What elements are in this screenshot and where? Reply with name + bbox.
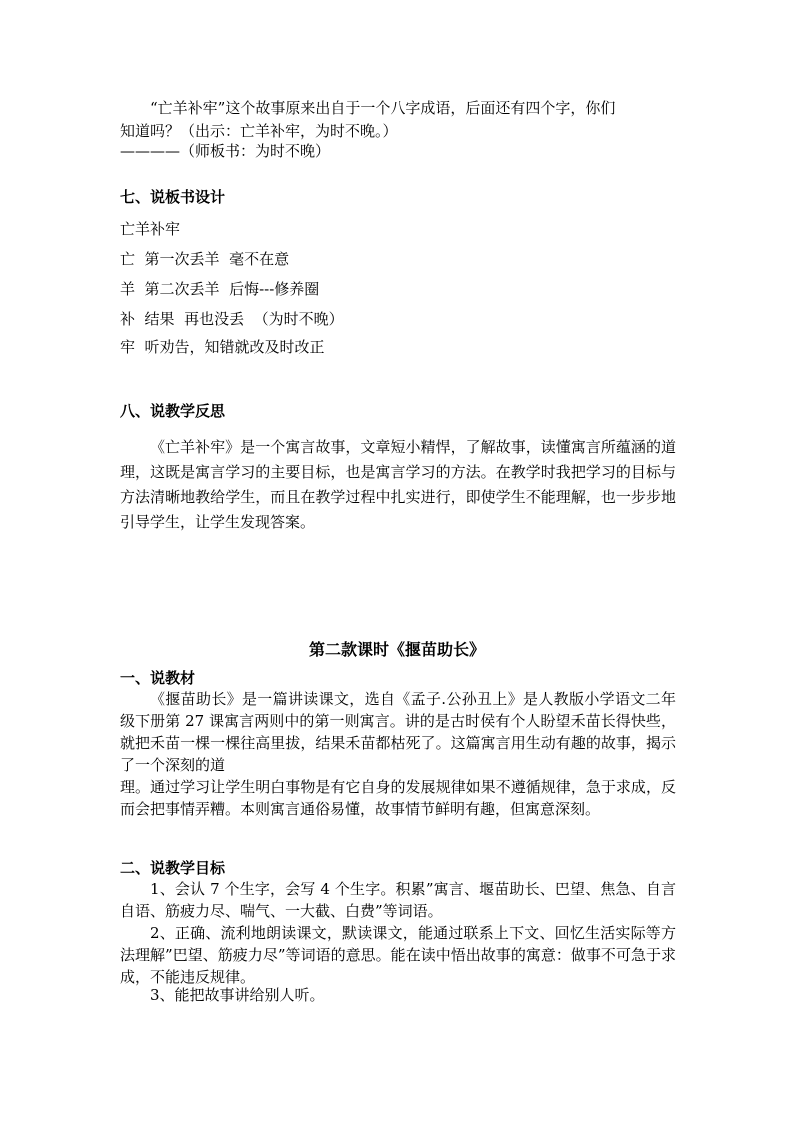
section8-paragraph: 《亡羊补牢》是一个寓言故事，文章短小精悍，了解故事，读懂寓言所蕴涵的道理，这既是寓言学习的主要目标，也是寓言学习的方法。在教学时我把学习的目标与方法清晰地教给学生，而且在教学过程中扎实进行，即使学生不能理解，也一步步地引导学生，让学生发现答案。 — [120, 438, 676, 531]
intro-line-2: 知道吗？（出示：亡羊补牢，为时不晚。） — [120, 122, 398, 140]
goal-1: 1、会认 7 个生字，会写 4 个生字。积累”寓言、堰苗助长、巴望、焦急、自言自语、筋疲力尽、喘气、一大截、白费”等词语。 — [120, 880, 676, 920]
lesson2-section1-para2: 理。通过学习让学生明白事物是有它自身的发展规律如果不遵循规律，急于求成，反而会把事情弄糟。本则寓言通俗易懂，故事情节鲜明有趣，但寓意深刻。 — [120, 778, 676, 818]
lesson2-title: 第二款课时《揠苗助长》 — [308, 640, 485, 659]
intro-line-3: ————（师板书：为时不晚） — [120, 142, 331, 160]
lesson2-section2-heading: 二、说教学目标 — [120, 859, 226, 877]
intro-line-1: “亡羊补牢”这个故事原来出自于一个八字成语，后面还有四个字，你们 — [150, 99, 616, 117]
board-line: 牢 听劝告，知错就改及时改正 — [120, 338, 325, 356]
section8-heading: 八、说教学反思 — [120, 402, 226, 420]
board-line: 羊 第二次丢羊 后悔---修养圈 — [120, 280, 320, 298]
board-line: 补 结果 再也没丢 （为时不晚） — [120, 310, 344, 328]
section7-heading: 七、说板书设计 — [120, 188, 226, 206]
goal-2: 2、正确、流利地朗读课文，默读课文，能通过联系上下文、回忆生活实际等方法理解”巴望、筋疲力尽”等词语的意思。能在读中悟出故事的寓意：做事不可急于求成，不能违反规律。 — [120, 924, 676, 986]
board-line: 亡羊补牢 — [120, 220, 181, 238]
goal-3: 3、能把故事讲给别人听。 — [150, 986, 325, 1004]
lesson2-section1-para1: 《揠苗助长》是一篇讲读课文，选自《孟子.公孙丑上》是人教版小学语文二年级下册第 27 课寓言两则中的第一则寓言。讲的是古时侯有个人盼望禾苗长得快些，就把禾苗一棵一棵往高里拔，结果禾苗都枯死了。这篇寓言用生动有趣的故事，揭示了一个深刻的道 — [120, 690, 676, 774]
board-line: 亡 第一次丢羊 毫不在意 — [120, 250, 290, 268]
lesson2-section1-heading: 一、说教材 — [120, 669, 196, 687]
